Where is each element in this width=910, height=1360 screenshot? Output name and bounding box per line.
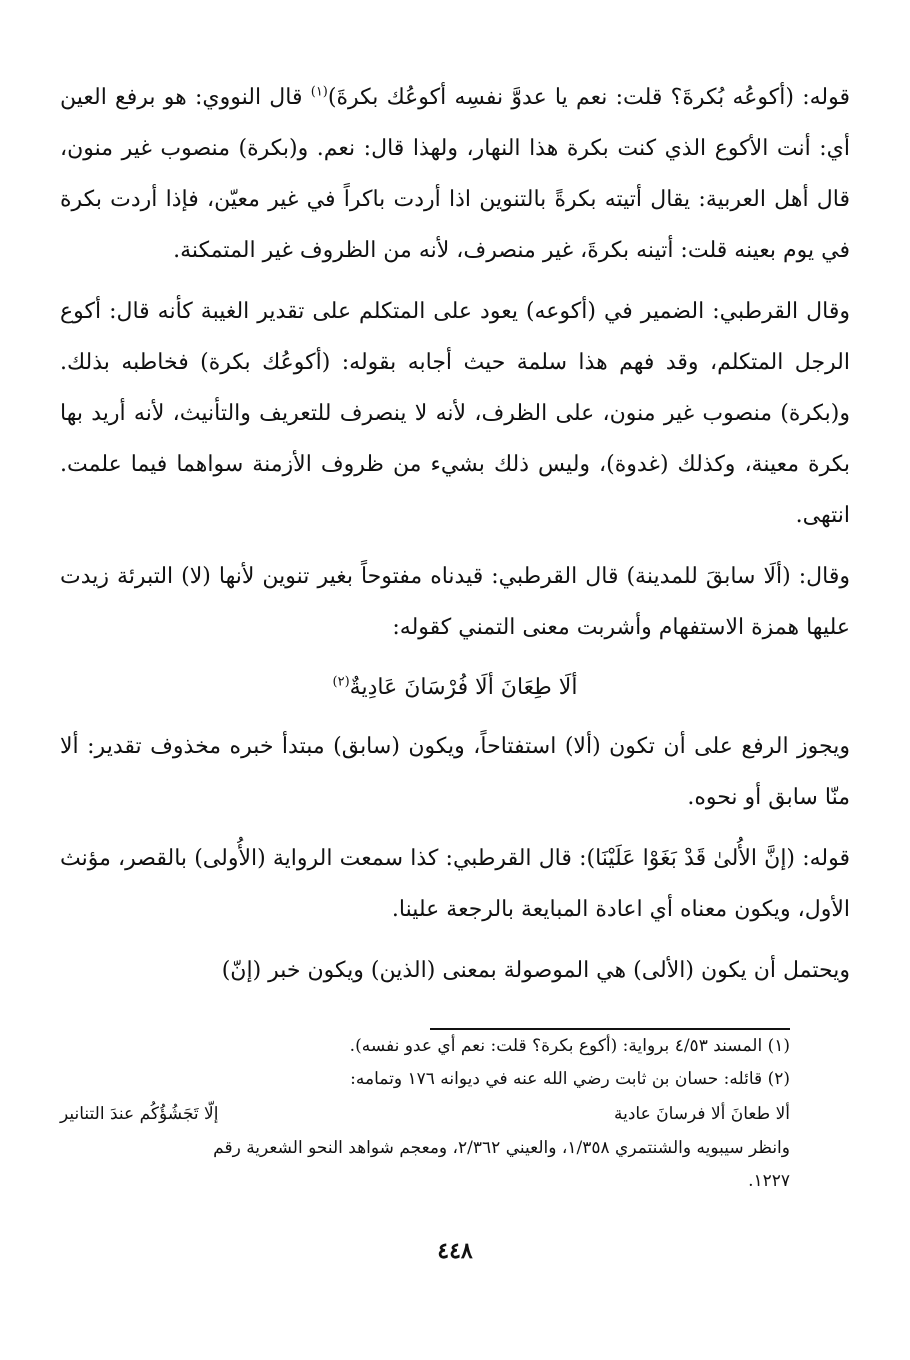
page-number: ٤٤٨ bbox=[437, 1238, 473, 1264]
verse-text: ألَا طِعَانَ ألَا فُرْسَانَ عَادِيةٌ bbox=[349, 675, 578, 700]
paragraph-1-text: قوله: (أكوعُه بُكرةَ؟ قلت: نعم يا عدوَّ نفسِه أكوعُك بكرةَ) bbox=[327, 85, 850, 110]
paragraph-6: ويحتمل أن يكون (الألى) هي الموصولة بمعنى (الذين) ويكون خبر (إنّ) bbox=[221, 958, 850, 983]
paragraph-2: وقال القرطبي: الضمير في (أكوعه) يعود على المتكلم على تقدير الغيبة كأنه قال: أكوع الرجل المتكلم، وقد فهم هذا سلمة حيث أجابه بقوله: (أكوعُك بكرة) فخاطبه بذلك. و(بكرة) منصوب غير منون، على الظرف، لأنه لا ينصرف للتعريف والتأنيث، لأنه أريد بها بكرة معينة، وكذلك (غدوة)، وليس ذلك بشيء من ظروف الأزمنة سواهما فيما علمت. انتهى. bbox=[60, 299, 850, 528]
footnote-2: (٢) قائله: حسان بن ثابت رضي الله عنه في ديوانه ١٧٦ وتمامه: bbox=[350, 1069, 790, 1089]
footnote-ref-2[interactable]: (٢) bbox=[332, 674, 350, 690]
footnote-verse-first-half: ألا طعانَ ألا فرسانَ عادية bbox=[613, 1104, 790, 1124]
footnotes-section bbox=[60, 1028, 790, 1198]
main-text bbox=[60, 72, 850, 1006]
paragraph-5: قوله: (إنَّ الأُلىٰ قَدْ بَغَوْا عَلَيْنَا): قال القرطبي: كذا سمعت الرواية (الأُولى) بالقصر، مؤنث الأول، ويكون معناه أي اعادة المبايعة بالرجعة علينا. bbox=[60, 846, 850, 922]
footnote-2-end: ١٢٢٧. bbox=[748, 1171, 790, 1191]
footnote-2-references: وانظر سيبويه والشنتمري ١/٣٥٨، والعيني ٢/٣٦٢، ومعجم شواهد النحو الشعرية رقم bbox=[213, 1138, 790, 1158]
paragraph-3: وقال: (ألَا سابقَ للمدينة) قال القرطبي: قيدناه مفتوحاً بغير تنوين لأنها (لا) التبرئة زيدت عليها همزة الاستفهام وأشربت معنى التمني كقوله: bbox=[60, 564, 850, 640]
paragraph-1 bbox=[60, 72, 850, 276]
footnote-verse-second-half: إلّا تَجَشُؤُكُم عندَ التنانير bbox=[60, 1104, 219, 1124]
paragraph-1-rest: قال النووي: هو برفع العين أي: أنت الأكوع الذي كنت بكرة هذا النهار، ولهذا قال: نعم. و(بكرة) منصوب غير منون، قال أهل العربية: يقال أتيته بكرةً بالتنوين اذا أردت باكراً في غير معيّن، فإذا أردت بكرة في يوم بعينه قلت: أتينه بكرةَ، غير منصرف، لأنه من الظروف غير المتمكنة. bbox=[60, 85, 850, 263]
footnote-ref-1[interactable]: (١) bbox=[310, 84, 328, 100]
paragraph-4: ويجوز الرفع على أن تكون (ألا) استفتاحاً، ويكون (سابق) مبتدأ خبره مخذوف تقدير: ألا منّا سابق أو نحوه. bbox=[60, 734, 850, 810]
poetry-verse bbox=[60, 663, 850, 713]
footnote-1: (١) المسند ٤/٥٣ برواية: (أكوع بكرة؟ قلت: نعم أي عدو نفسه). bbox=[349, 1036, 790, 1056]
footnote-verse bbox=[60, 1096, 790, 1132]
